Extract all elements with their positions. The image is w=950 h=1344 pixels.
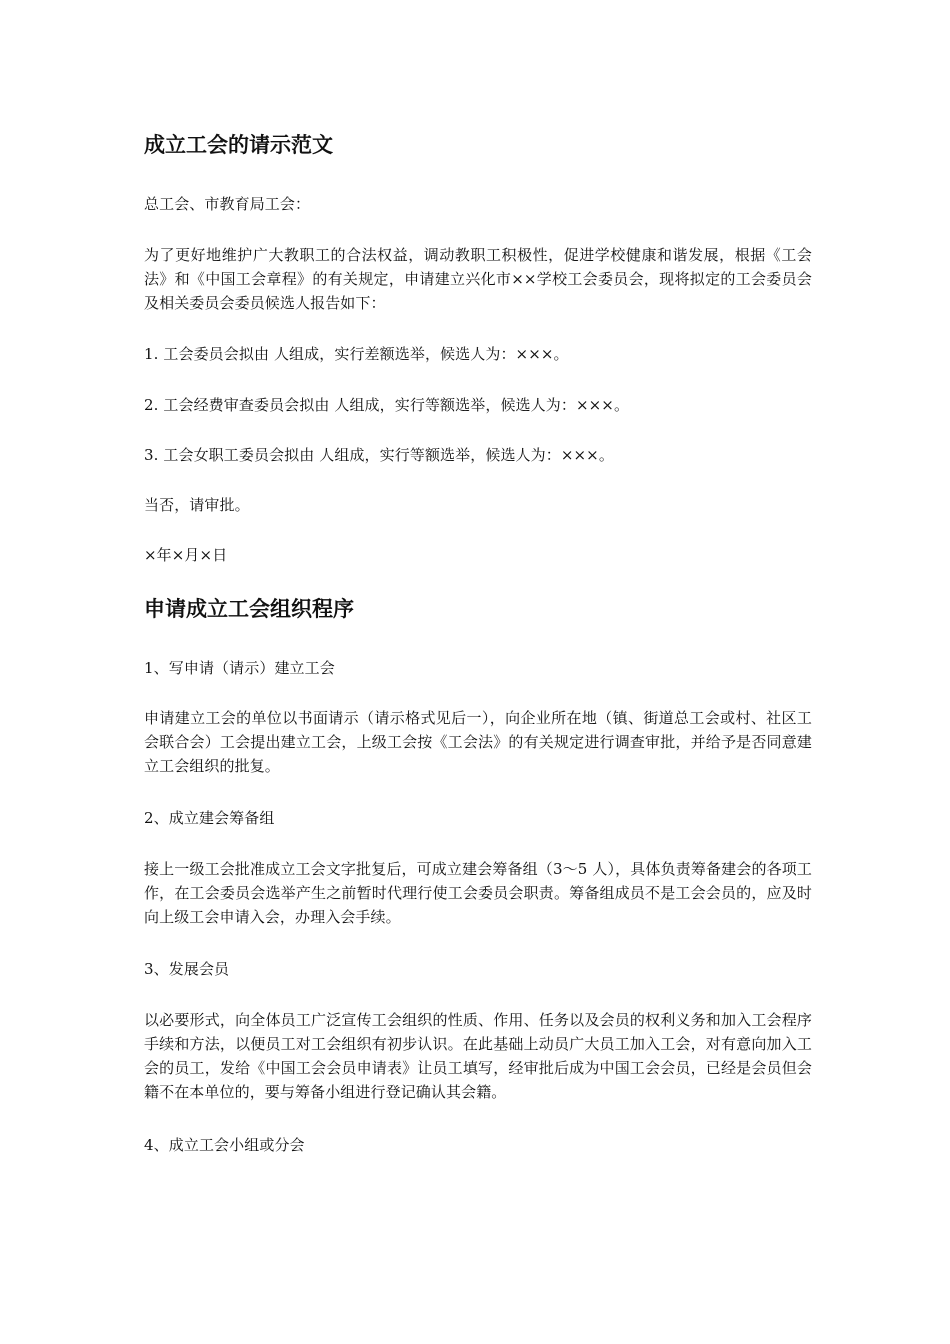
section1-title: 成立工会的请示范文 — [144, 133, 333, 157]
date-line: ×年×月×日 — [144, 546, 228, 564]
list-item: 3. 工会女职工委员会拟由 人组成，实行等额选举，候选人为：×××。 — [144, 446, 614, 464]
step-body: 接上一级工会批准成立工会文字批复后，可成立建会筹备组（3～5 人），具体负责筹备建会的各项工作，在工会委员会选举产生之前暂时代理行使工会委员会职责。筹备组成员不是工会会员的，应及时向上级工会申请入会，办理入会手续。 — [144, 860, 812, 926]
step-heading: 4、成立工会小组或分会 — [144, 1136, 305, 1154]
section2-title: 申请成立工会组织程序 — [144, 597, 354, 621]
list-item: 1. 工会委员会拟由 人组成，实行差额选举，候选人为：×××。 — [144, 345, 569, 363]
step-body: 以必要形式，向全体员工广泛宣传工会组织的性质、作用、任务以及会员的权利义务和加入工会程序手续和方法，以便员工对工会组织有初步认识。在此基础上动员广大员工加入工会，对有意向加入工会的员工，发给《中国工会会员申请表》让员工填写，经审批后成为中国工会会员，已经是会员但会籍不在本单位的，要与筹备小组进行登记确认其会籍。 — [144, 1011, 812, 1101]
step-heading: 2、成立建会筹备组 — [144, 809, 275, 827]
step-heading: 3、发展会员 — [144, 960, 230, 978]
salutation: 总工会、市教育局工会： — [144, 195, 311, 213]
step-body: 申请建立工会的单位以书面请示（请示格式见后一），向企业所在地（镇、街道总工会或村、社区工会联合会）工会提出建立工会，上级工会按《工会法》的有关规定进行调查审批，并给予是否同意建立工会组织的批复。 — [144, 709, 812, 775]
step-heading: 1、写申请（请示）建立工会 — [144, 659, 335, 677]
closing-text: 当否，请审批。 — [144, 496, 250, 514]
list-item: 2. 工会经费审查委员会拟由 人组成，实行等额选举，候选人为：×××。 — [144, 396, 630, 414]
intro-paragraph: 为了更好地维护广大教职工的合法权益，调动教职工积极性，促进学校健康和谐发展，根据《工会法》和《中国工会章程》的有关规定，申请建立兴化市××学校工会委员会，现将拟定的工会委员会及相关委员会委员候选人报告如下： — [144, 246, 812, 312]
